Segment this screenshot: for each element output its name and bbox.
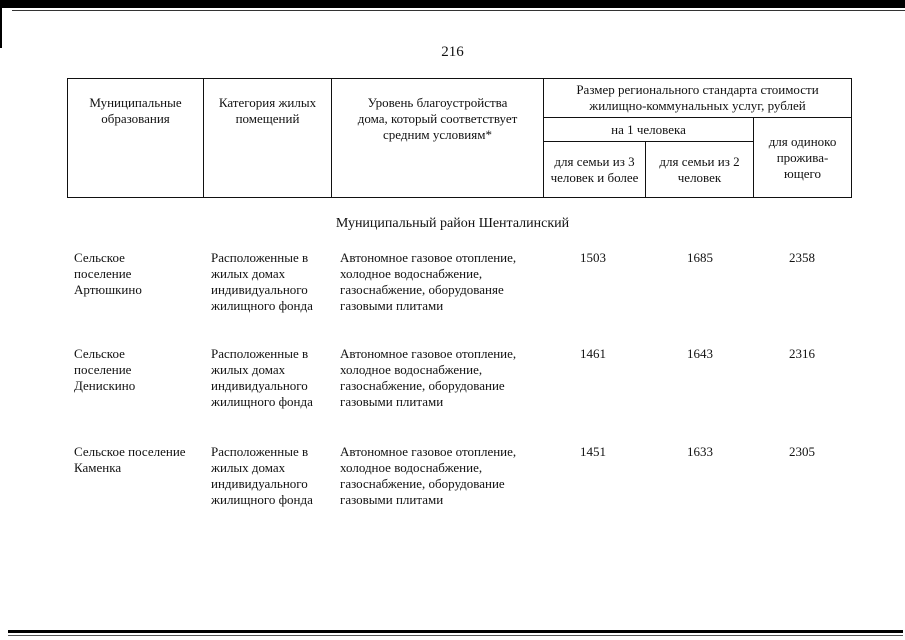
level-cell: Автономное газовое отопление, холодное водоснабжение, газоснабжение, оборудование газовыми плитами [340, 346, 517, 409]
municipality-cell: Сельское поселение Денискино [74, 346, 136, 393]
value-family2: 1685 [687, 250, 713, 265]
municipality-cell: Сельское поселение Каменка [74, 444, 186, 475]
category-cell: Расположенные в жилых домах индивидуального жилищного фонда [211, 250, 313, 313]
value-family2: 1633 [687, 444, 713, 459]
header-municipal: Муниципальные образования [68, 79, 204, 198]
value-family3: 1461 [580, 346, 606, 361]
header-size: Размер регионального стандарта стоимости жилищно-коммунальных услуг, рублей [544, 79, 852, 118]
bottom-rule [8, 635, 903, 636]
header-category: Категория жилых помещений [204, 79, 332, 198]
header-per-person: на 1 человека [544, 118, 754, 142]
bottom-border [8, 630, 903, 633]
value-single: 2305 [789, 444, 815, 459]
header-level: Уровень благоустройства дома, который соответствует средним условиям* [332, 79, 544, 198]
level-cell: Автономное газовое отопление, холодное водоснабжение, газоснабжение, оборудованяе газовыми плитами [340, 250, 517, 313]
left-rule [0, 8, 2, 48]
municipality-cell: Сельское поселение Артюшкино [74, 250, 142, 297]
category-cell: Расположенные в жилых домах индивидуального жилищного фонда [211, 346, 313, 409]
value-single: 2316 [789, 346, 815, 361]
value-family3: 1503 [580, 250, 606, 265]
header-family3: для семьи из 3 человек и более [544, 142, 646, 198]
top-border [0, 0, 905, 8]
value-family2: 1643 [687, 346, 713, 361]
page-number: 216 [441, 44, 464, 60]
header-family2: для семьи из 2 человек [646, 142, 754, 198]
header-single: для одиноко прожива-ющего [754, 118, 852, 198]
header-table [67, 78, 852, 198]
value-family3: 1451 [580, 444, 606, 459]
level-cell: Автономное газовое отопление, холодное водоснабжение, газоснабжение, оборудование газовыми плитами [340, 444, 517, 507]
value-single: 2358 [789, 250, 815, 265]
top-rule [12, 10, 905, 11]
district-title: Муниципальный район Шенталинский [335, 216, 570, 231]
category-cell: Расположенные в жилых домах индивидуального жилищного фонда [211, 444, 313, 507]
